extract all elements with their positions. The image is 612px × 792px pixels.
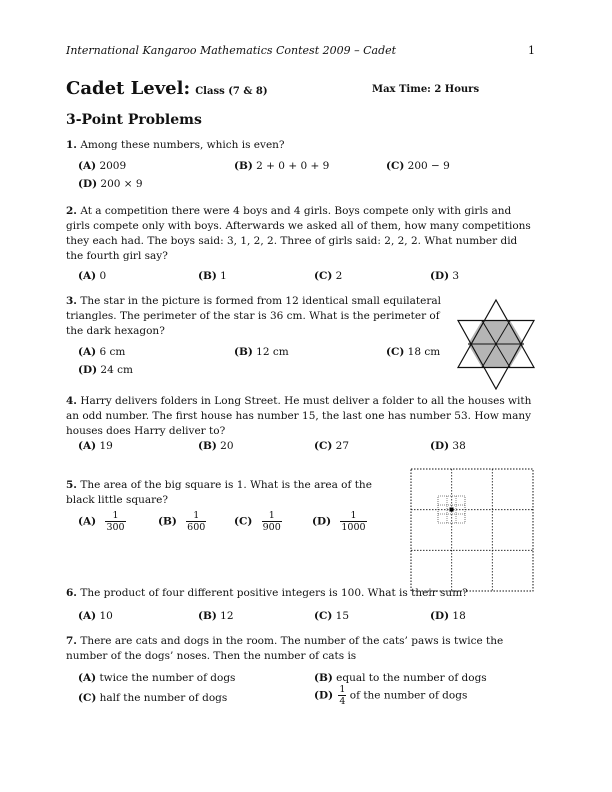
question-3: 3. The star in the picture is formed from 12 identical small equilateral triangles. The perimeter of the star is 36 cm. What is the perimeter of the dark hexagon? <box>66 295 441 337</box>
max-time: Max Time: 2 Hours <box>372 84 480 95</box>
title-sub: Class (7 & 8) <box>195 86 268 97</box>
question-5: 5. The area of the big square is 1. What is the area of the black little square? <box>66 479 372 506</box>
title-main: Cadet Level: <box>66 78 191 99</box>
page-number: 1 <box>528 44 535 57</box>
q7-option-c[interactable]: (C) half the number of dogs <box>78 692 228 704</box>
q3-option-c[interactable]: (C) 18 cm <box>386 346 441 358</box>
q5-option-c[interactable]: (C) $\frac{1}{900}$ <box>234 510 281 533</box>
question-6: 6. The product of four different positive integers is 100. What is their sum? <box>66 587 468 599</box>
q3-option-b[interactable]: (B) 12 cm <box>234 346 289 358</box>
question-6-text: The product of four different positive integers is 100. What is their sum? <box>80 587 468 599</box>
question-2: 2. At a competition there were 4 boys and 4 girls. Boys compete only with girls and girls compete only with boys. Afterwards we asked all of them, how many competitions they each had. The boys said: 3, 1, 2, 2. Three of girls said: 2, 2, 2. What number did the fourth girl say? <box>66 205 531 262</box>
q1-option-a[interactable]: (A) 2009 <box>78 160 127 172</box>
q6-option-a[interactable]: (A) 10 <box>78 610 113 622</box>
big-square <box>411 469 533 591</box>
question-7: 7. There are cats and dogs in the room. The number of the cats’ paws is twice the number of the dogs’ noses. Then the number of cats is <box>66 635 504 662</box>
q5-option-d[interactable]: (D) $\frac{1}{1000}$ <box>312 510 366 533</box>
page-title <box>66 78 268 99</box>
q5-option-a[interactable]: (A) $\frac{1}{300}$ <box>78 510 125 533</box>
star-figure <box>454 298 538 390</box>
square-figure <box>410 468 534 592</box>
q6-option-d[interactable]: (D) 18 <box>430 610 466 622</box>
section-heading: 3-Point Problems <box>66 112 202 128</box>
q1-option-c[interactable]: (C) 200 − 9 <box>386 160 450 172</box>
q4-option-d[interactable]: (D) 38 <box>430 440 466 452</box>
question-4-text: Harry delivers folders in Long Street. He must deliver a folder to all the houses with an odd number. The first house has number 15, the last one has number 53. How many houses does Harry deliver to? <box>66 395 532 437</box>
question-5-text: The area of the big square is 1. What is the area of the black little square? <box>66 479 372 506</box>
question-1: 1. Among these numbers, which is even? <box>66 139 285 151</box>
q1-option-b[interactable]: (B) 2 + 0 + 0 + 9 <box>234 160 330 172</box>
question-1-text: Among these numbers, which is even? <box>80 139 285 151</box>
q2-option-b[interactable]: (B) 1 <box>198 270 227 282</box>
running-header: International Kangaroo Mathematics Contest 2009 – Cadet <box>66 44 397 57</box>
q2-option-a[interactable]: (A) 0 <box>78 270 107 282</box>
question-2-text: At a competition there were 4 boys and 4 girls. Boys compete only with girls and girls compete only with boys. Afterwards we asked all of them, how many competitions they each had. The boys said: 3, 1, 2, 2. Three of girls said: 2, 2, 2. What number did the fourth girl say? <box>66 205 531 262</box>
q1-option-d[interactable]: (D) 200 × 9 <box>78 178 143 190</box>
q4-option-c[interactable]: (C) 27 <box>314 440 350 452</box>
q4-option-b[interactable]: (B) 20 <box>198 440 234 452</box>
q7-option-b[interactable]: (B) equal to the number of dogs <box>314 672 487 684</box>
q7-option-d[interactable]: (D) $\frac{1}{4}$ of the number of dogs <box>314 684 468 707</box>
question-3-text: The star in the picture is formed from 12 identical small equilateral triangles. The perimeter of the star is 36 cm. What is the perimeter of the dark hexagon? <box>66 295 441 337</box>
q2-option-d[interactable]: (D) 3 <box>430 270 460 282</box>
question-7-text: There are cats and dogs in the room. The number of the cats’ paws is twice the number of the dogs’ noses. Then the number of cats is <box>66 635 504 662</box>
q3-option-a[interactable]: (A) 6 cm <box>78 346 126 358</box>
black-little-square <box>450 508 454 512</box>
q2-option-c[interactable]: (C) 2 <box>314 270 343 282</box>
q5-option-b[interactable]: (B) $\frac{1}{600}$ <box>158 510 206 533</box>
q6-option-b[interactable]: (B) 12 <box>198 610 234 622</box>
q6-option-c[interactable]: (C) 15 <box>314 610 350 622</box>
q3-option-d[interactable]: (D) 24 cm <box>78 364 133 376</box>
q7-option-a[interactable]: (A) twice the number of dogs <box>78 672 236 684</box>
question-4: 4. Harry delivers folders in Long Street. He must deliver a folder to all the houses with an odd number. The first house has number 15, the last one has number 53. How many houses does Harry deliver to? <box>66 395 532 437</box>
q4-option-a[interactable]: (A) 19 <box>78 440 113 452</box>
